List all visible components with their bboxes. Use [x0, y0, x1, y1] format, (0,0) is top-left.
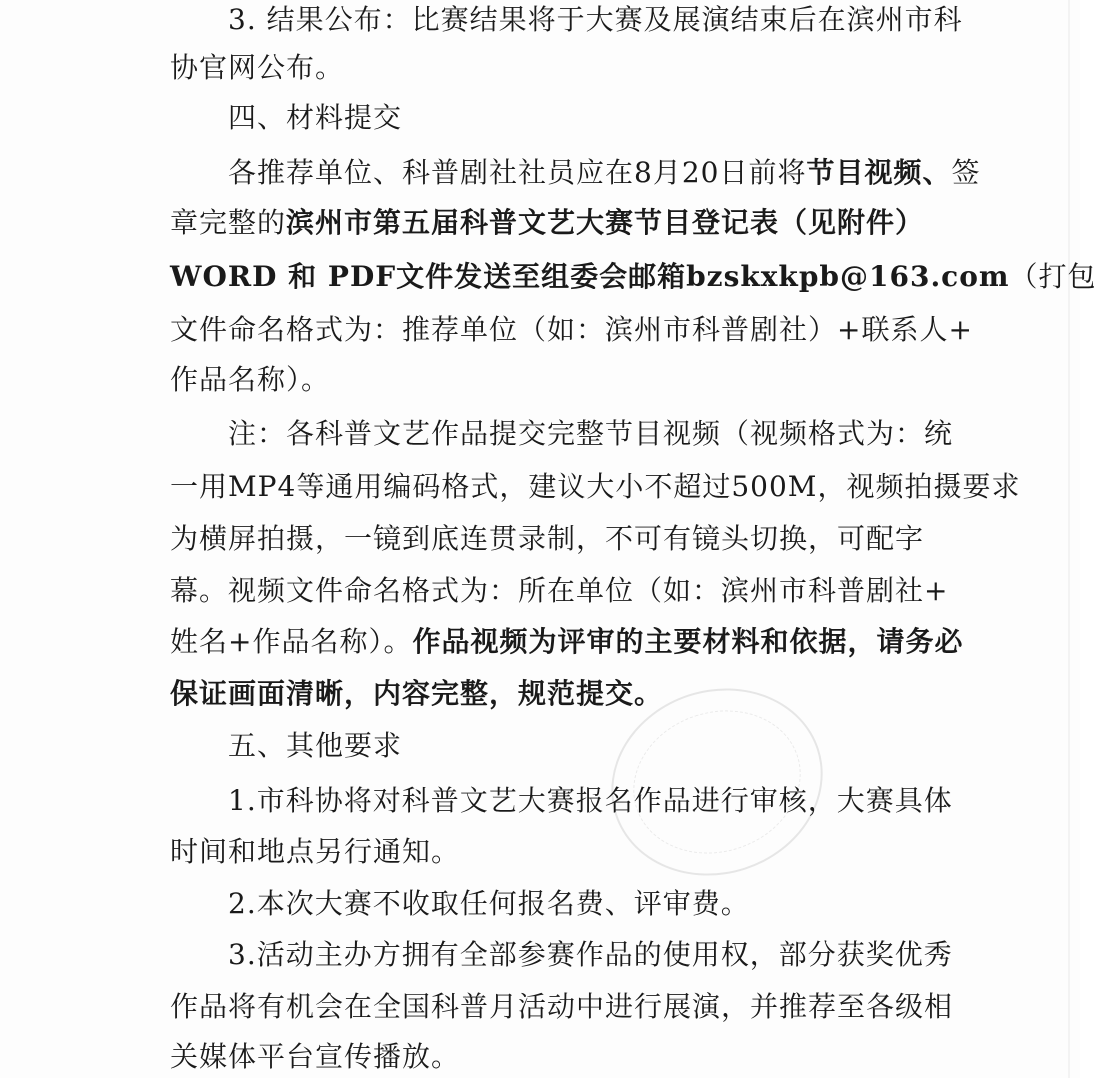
materials-line-3 [170, 257, 1097, 297]
text-run: 1.市科协将对科普文艺大赛报名作品进行审核，大赛具体 [228, 784, 953, 817]
note-line-6 [170, 674, 960, 714]
scan-edge [1068, 0, 1070, 1078]
text-run: 3. 结果公布：比赛结果将于大赛及展演结束后在滨州市科 [228, 3, 963, 36]
text-run: 各推荐单位、科普剧社社员应在8月20日前将 [228, 156, 807, 189]
text-run: 注：各科普文艺作品提交完整节目视频（视频格式为：统 [228, 417, 954, 450]
text-run: 签 [951, 156, 981, 189]
text-run-bold: 节目视频、 [806, 156, 952, 189]
other-item-3-line-3 [170, 1037, 960, 1077]
note-line-3 [170, 519, 960, 559]
text-run: （打包 [1009, 260, 1097, 293]
section-heading-materials [228, 98, 1018, 138]
materials-line-4 [170, 310, 973, 350]
text-run: 协官网公布。 [170, 51, 345, 84]
text-run-bold: 保证画面清晰，内容完整，规范提交。 [170, 677, 664, 710]
text-run-bold: 滨州市第五届科普文艺大赛节目登记表（见附件） [286, 206, 925, 239]
text-run: 关媒体平台宣传播放。 [170, 1040, 461, 1073]
text-run: 作品名称）。 [170, 363, 331, 396]
text-run: 文件命名格式为：推荐单位（如：滨州市科普剧社）+联系人+ [170, 313, 973, 346]
text-run: 一用MP4等通用编码格式，建议大小不超过500M，视频拍摄要求 [170, 470, 1021, 503]
note-line-4 [170, 571, 960, 611]
text-run: 四、材料提交 [228, 101, 403, 134]
section-heading-other [228, 726, 1018, 766]
materials-line-5 [170, 360, 960, 400]
text-run: 幕。视频文件命名格式为：所在单位（如：滨州市科普剧社+ [170, 574, 949, 607]
result-announcement-line-2 [170, 48, 960, 88]
text-run-bold: 作品视频为评审的主要材料和依据，请务必 [412, 625, 964, 658]
text-run: 为横屏拍摄，一镜到底连贯录制，不可有镜头切换，可配字 [170, 522, 925, 555]
text-run: 作品将有机会在全国科普月活动中进行展演，并推荐至各级相 [170, 990, 954, 1023]
text-run: 时间和地点另行通知。 [170, 835, 461, 868]
text-run: 章完整的 [170, 206, 287, 239]
text-run: 五、其他要求 [228, 729, 403, 762]
note-line-1 [228, 414, 1018, 454]
text-run-bold: WORD 和 PDF文件发送至组委会邮箱bzskxkpb@163.com [170, 260, 1010, 293]
note-line-2 [170, 467, 1021, 507]
other-item-1-line-2 [170, 832, 960, 872]
result-announcement-line-1 [228, 0, 1018, 40]
text-run: 3.活动主办方拥有全部参赛作品的使用权，部分获奖优秀 [228, 938, 953, 971]
note-line-5 [170, 622, 964, 662]
other-item-3-line-2 [170, 987, 960, 1027]
other-item-2 [228, 884, 1018, 924]
other-item-3-line-1 [228, 935, 1018, 975]
other-item-1-line-1 [228, 781, 1018, 821]
materials-line-2 [170, 203, 960, 243]
text-run: 姓名+作品名称）。 [170, 625, 413, 658]
materials-line-1 [228, 153, 1018, 193]
text-run: 2.本次大赛不收取任何报名费、评审费。 [228, 887, 750, 920]
